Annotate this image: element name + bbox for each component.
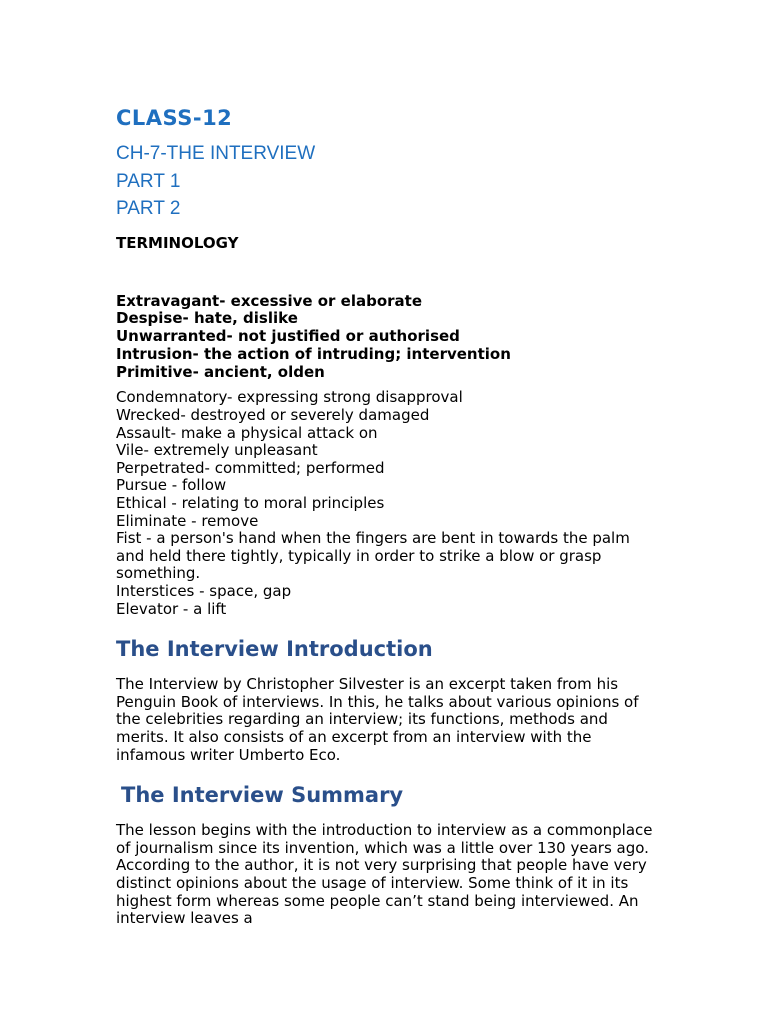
summary-heading: The Interview Summary [121, 783, 404, 808]
document-content [116, 100, 656, 928]
term-despise: Despise- hate, dislike [116, 309, 298, 328]
term-perpetrated: Perpetrated- committed; performed [116, 458, 385, 477]
term-primitive: Primitive- ancient, olden [116, 362, 325, 381]
term-intrusion: Intrusion- the action of intruding; intervention [116, 344, 511, 363]
term-extravagant: Extravagant- excessive or elaborate [116, 291, 423, 310]
term-vile: Vile- extremely unpleasant [116, 441, 318, 460]
term-elevator: Elevator - a lift [116, 599, 227, 618]
bold-term-list [116, 293, 656, 382]
term-assault: Assault- make a physical attack on [116, 423, 378, 442]
term-unwarranted: Unwarranted- not justified or authorised [116, 327, 460, 346]
summary-paragraph: The lesson begins with the introduction to interview as a commonplace of journalism since its invention, which was a little over 130 years ago. According to the author, it is not very surprising that people have very distinct opinions about the usage of interview. Some think of it in its highest form whereas some people can’t stand being interviewed. An interview leaves a [116, 821, 653, 928]
term-fist: Fist - a person's hand when the fingers are bent in towards the palm and held there tightly, typically in order to strike a blow or grasp something. [116, 529, 630, 583]
class-title: CLASS-12 [116, 106, 233, 130]
introduction-paragraph: The Interview by Christopher Silvester is an excerpt taken from his Penguin Book of interviews. In this, he talks about various opinions of the celebrities regarding an interview; its functions, methods and merits. It also consists of an excerpt from an interview with the infamous writer Umberto Eco. [116, 675, 639, 764]
term-pursue: Pursue - follow [116, 476, 227, 495]
term-ethical: Ethical - relating to moral principles [116, 494, 385, 513]
terminology-heading: TERMINOLOGY [116, 233, 239, 252]
chapter-links [116, 140, 656, 223]
term-wrecked: Wrecked- destroyed or severely damaged [116, 406, 430, 425]
part-1-link[interactable]: PART 1 [116, 170, 181, 192]
plain-term-list [116, 389, 656, 618]
term-eliminate: Eliminate - remove [116, 511, 259, 530]
chapter-link[interactable]: CH-7-THE INTERVIEW [116, 143, 316, 164]
part-2-link[interactable]: PART 2 [116, 198, 181, 219]
term-condemnatory: Condemnatory- expressing strong disapproval [116, 388, 463, 407]
term-interstices: Interstices - space, gap [116, 582, 292, 601]
introduction-heading: The Interview Introduction [116, 637, 433, 662]
